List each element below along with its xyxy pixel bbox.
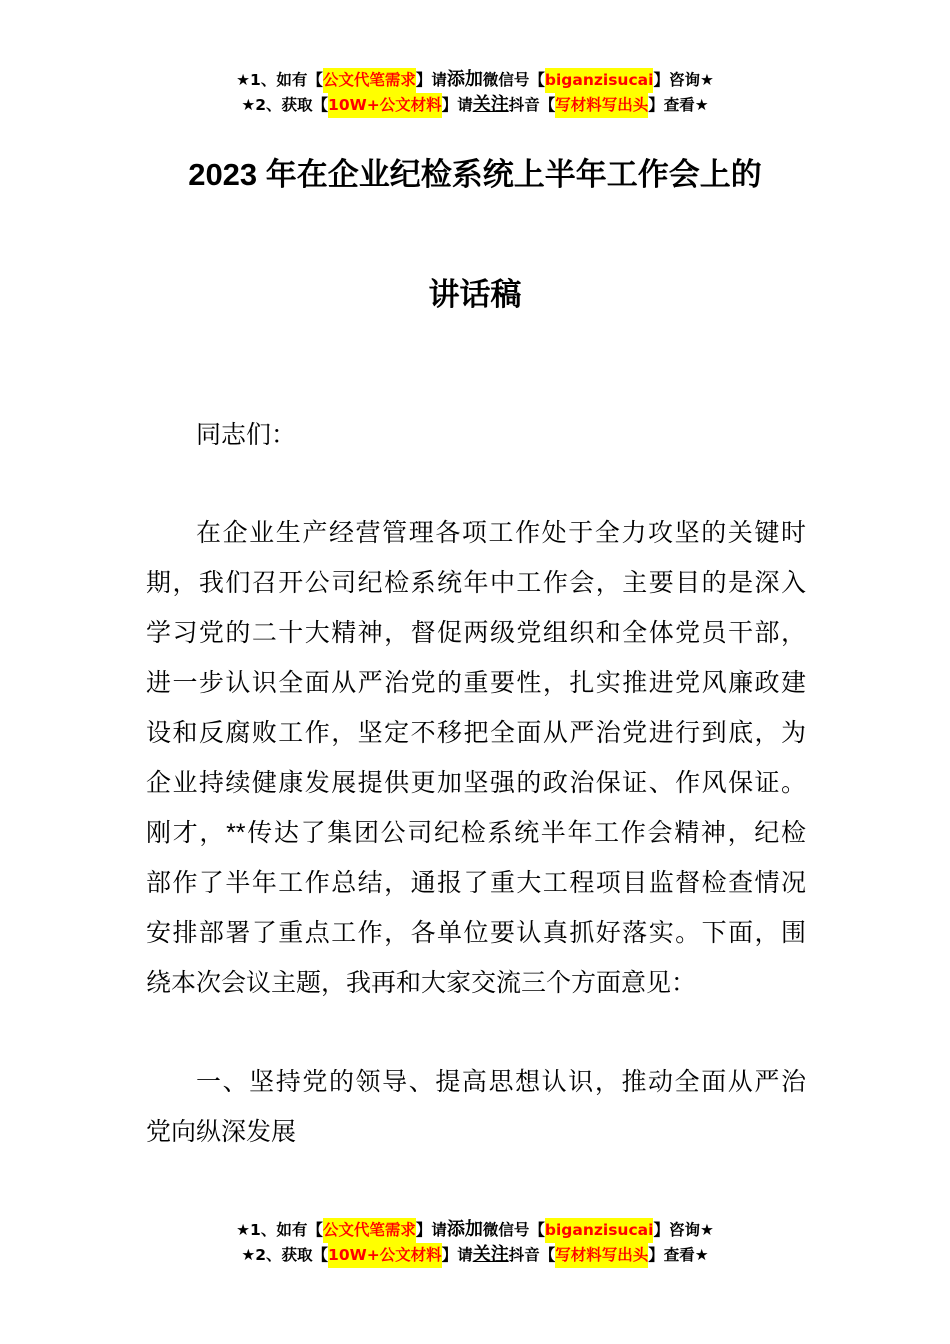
notice-text: 微信号【 xyxy=(482,1221,545,1239)
paragraph-line: 设和反腐败工作，坚定不移把全面从严治党进行到底，为 xyxy=(146,719,806,747)
emphasis-text: 添加 xyxy=(446,69,483,90)
notice-text: 抖音【 xyxy=(508,96,556,114)
notice-text: 微信号【 xyxy=(482,71,545,89)
notice-text: 】查看★ xyxy=(648,1246,709,1264)
footer-notice-line-2 xyxy=(0,1242,950,1267)
paragraph-1 xyxy=(146,508,806,1008)
document-title-line-2: 讲话稿 xyxy=(428,277,522,312)
paragraph-line: 绕本次会议主题，我再和大家交流三个方面意见： xyxy=(146,969,697,997)
notice-text: 】请 xyxy=(415,71,447,89)
footer-notice-line-1 xyxy=(0,1217,950,1242)
highlighted-material-label: 10W+公文材料 xyxy=(328,93,442,118)
footer-notice xyxy=(0,1217,950,1267)
emphasis-text: 关注 xyxy=(472,1244,509,1265)
section-heading-line: 党向纵深发展 xyxy=(146,1118,297,1146)
notice-text: 】请 xyxy=(415,1221,447,1239)
highlighted-service-label: 公文代笔需求 xyxy=(323,68,416,93)
emphasis-text: 关注 xyxy=(472,94,509,115)
paragraph-line: 安排部署了重点工作，各单位要认真抓好落实。下面，围 xyxy=(146,919,806,947)
highlighted-douyin-account: 写材料写出头 xyxy=(555,1243,648,1268)
notice-text: 】请 xyxy=(441,1246,473,1264)
section-heading-line: 一、坚持党的领导、提高思想认识，推动全面从严治 xyxy=(196,1068,806,1096)
notice-text: 】请 xyxy=(441,96,473,114)
header-notice-line-2 xyxy=(0,92,950,117)
paragraph-line: 在企业生产经营管理各项工作处于全力攻坚的关键时 xyxy=(196,519,806,547)
notice-text: ★1、如有【 xyxy=(236,1221,323,1239)
highlighted-douyin-account: 写材料写出头 xyxy=(555,93,648,118)
notice-text: ★2、获取【 xyxy=(241,96,329,114)
document-title-line-1: 2023 年在企业纪检系统上半年工作会上的 xyxy=(188,157,762,192)
highlighted-wechat-id: biganzisucai xyxy=(545,68,654,93)
notice-text: 】咨询★ xyxy=(653,1221,714,1239)
greeting xyxy=(146,410,806,460)
highlighted-service-label: 公文代笔需求 xyxy=(323,1218,416,1243)
notice-text: ★2、获取【 xyxy=(241,1246,329,1264)
notice-text: ★1、如有【 xyxy=(236,71,323,89)
paragraph-line: 企业持续健康发展提供更加坚强的政治保证、作风保证。 xyxy=(146,769,806,797)
greeting-text: 同志们： xyxy=(196,421,297,449)
paragraph-line: 刚才，**传达了集团公司纪检系统半年工作会精神，纪检 xyxy=(146,819,806,847)
notice-text: 抖音【 xyxy=(508,1246,556,1264)
emphasis-text: 添加 xyxy=(446,1219,483,1240)
paragraph-line: 学习党的二十大精神，督促两级党组织和全体党员干部， xyxy=(146,619,806,647)
paragraph-line: 进一步认识全面从严治党的重要性，扎实推进党风廉政建 xyxy=(146,669,806,697)
paragraph-line: 期，我们召开公司纪检系统年中工作会，主要目的是深入 xyxy=(146,569,806,597)
highlighted-wechat-id: biganzisucai xyxy=(545,1218,654,1243)
paragraph-line: 部作了半年工作总结，通报了重大工程项目监督检查情况 xyxy=(146,869,806,897)
header-notice-line-1 xyxy=(0,67,950,92)
section-heading-1 xyxy=(146,1057,806,1157)
notice-text: 】咨询★ xyxy=(653,71,714,89)
highlighted-material-label: 10W+公文材料 xyxy=(328,1243,442,1268)
notice-text: 】查看★ xyxy=(648,96,709,114)
header-notice xyxy=(0,67,950,117)
